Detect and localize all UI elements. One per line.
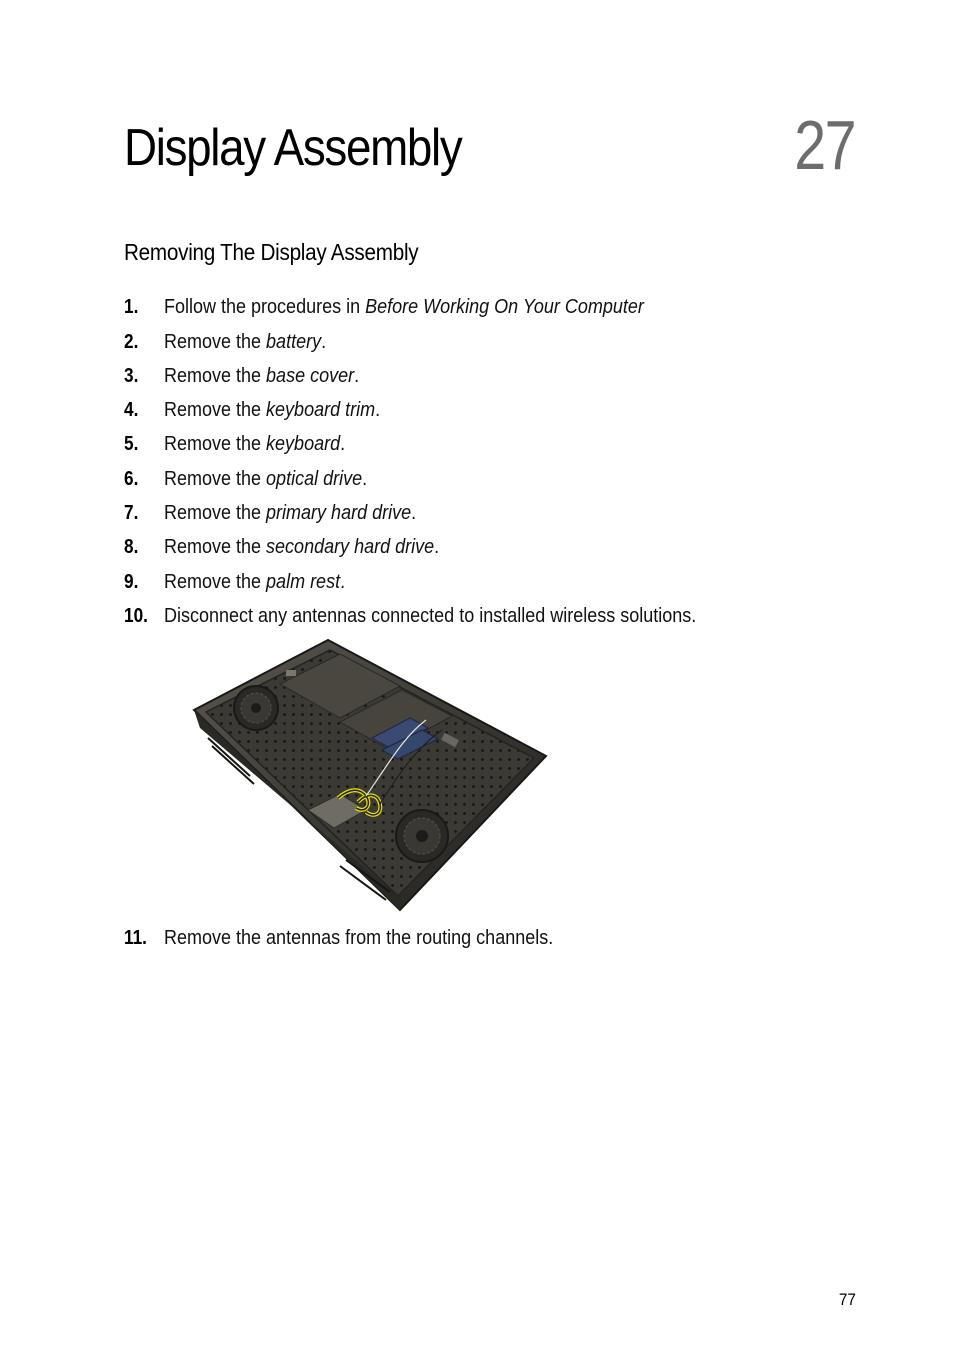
step-text: Remove the: [164, 399, 267, 421]
step-link[interactable]: optical drive: [266, 468, 363, 490]
step-number: 6.: [124, 468, 139, 490]
step-7: [124, 500, 864, 526]
step-suffix: .: [354, 365, 360, 387]
step-text: Remove the: [164, 365, 267, 387]
step-8: [124, 534, 864, 560]
step-suffix: .: [375, 399, 381, 421]
step-4: [124, 397, 864, 423]
step-text: Remove the: [164, 468, 267, 490]
section-title: Removing The Display Assembly: [124, 239, 419, 265]
step-1: [124, 294, 864, 320]
step-11: [124, 925, 864, 951]
step-suffix: .: [434, 536, 440, 558]
step-text: Follow the procedures in: [164, 296, 366, 318]
step-number: 9.: [124, 571, 139, 593]
chapter-number: 27: [794, 106, 855, 184]
step-number: 10.: [124, 605, 148, 627]
step-link[interactable]: battery: [266, 331, 322, 353]
step-suffix: .: [340, 571, 346, 593]
step-5: [124, 431, 864, 457]
step-text: Remove the: [164, 571, 267, 593]
step-text: Remove the: [164, 536, 267, 558]
step-number: 5.: [124, 433, 139, 455]
step-link[interactable]: secondary hard drive: [266, 536, 435, 558]
step-number: 11.: [124, 927, 147, 949]
chapter-title: Display Assembly: [124, 119, 462, 177]
step-number: 1.: [124, 296, 139, 318]
step-9: [124, 569, 864, 595]
step-text: Remove the antennas from the routing channels.: [164, 927, 554, 949]
step-suffix: .: [362, 468, 368, 490]
step-link[interactable]: keyboard: [266, 433, 341, 455]
step-text: Disconnect any antennas connected to installed wireless solutions.: [164, 605, 697, 627]
step-text: Remove the: [164, 502, 267, 524]
step-link[interactable]: palm rest: [266, 571, 341, 593]
step-2: [124, 329, 864, 355]
step-link[interactable]: Before Working On Your Computer: [365, 296, 644, 318]
step-link[interactable]: keyboard trim: [266, 399, 376, 421]
step-6: [124, 466, 864, 492]
step-number: 4.: [124, 399, 139, 421]
page-number: 77: [838, 1290, 856, 1309]
step-text: Remove the: [164, 433, 267, 455]
laptop-bottom-view-photo-icon: [190, 638, 550, 913]
step-text: Remove the: [164, 331, 267, 353]
step-number: 3.: [124, 365, 139, 387]
step-suffix: .: [411, 502, 417, 524]
step-link[interactable]: primary hard drive: [266, 502, 412, 524]
step-number: 2.: [124, 331, 139, 353]
step-suffix: .: [321, 331, 327, 353]
laptop-bottom-figure: [190, 638, 550, 913]
step-number: 7.: [124, 502, 139, 524]
step-3: [124, 363, 864, 389]
step-10: [124, 603, 864, 629]
step-link[interactable]: base cover: [266, 365, 355, 387]
step-suffix: .: [340, 433, 346, 455]
step-number: 8.: [124, 536, 139, 558]
